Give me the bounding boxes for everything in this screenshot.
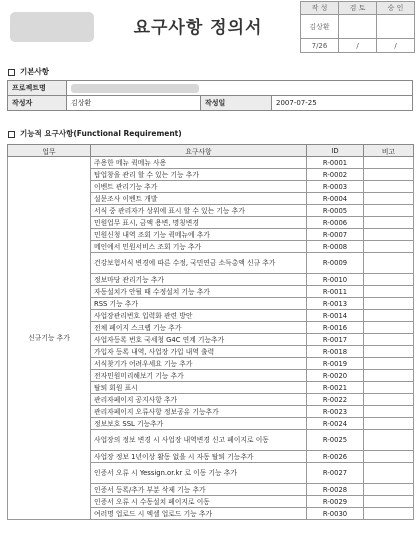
approval-date-approve: / <box>377 39 415 53</box>
square-bullet-icon <box>8 69 15 76</box>
approval-header-review: 검 토 <box>339 2 377 15</box>
requirement-text: 서식찾기가 어려우세요 기능 추가 <box>91 358 307 370</box>
requirement-id: R-0024 <box>307 418 364 430</box>
requirement-note <box>364 334 414 346</box>
basic-section-heading <box>8 66 49 77</box>
requirement-text: 이벤트 관리기능 추가 <box>91 181 307 193</box>
date-value: 2007-07-25 <box>272 96 413 111</box>
requirement-note <box>364 298 414 310</box>
requirement-text: 전자민원미리해보기 기능 추가 <box>91 370 307 382</box>
approval-header-approve: 승 인 <box>377 2 415 15</box>
requirement-note <box>364 193 414 205</box>
requirement-text: 사업장의 정보 변경 시 사업장 내역변경 신고 페이지로 이동 <box>91 430 307 451</box>
requirement-id: R-0021 <box>307 382 364 394</box>
col-header-task: 업무 <box>8 145 91 157</box>
approval-signature-review <box>339 15 377 39</box>
requirement-text: 인증서 오류 시 Yessign.or.kr 로 이동 기능 추가 <box>91 463 307 484</box>
requirement-id: R-0011 <box>307 286 364 298</box>
approval-header-write: 작 성 <box>301 2 339 15</box>
requirement-id: R-0001 <box>307 157 364 169</box>
requirement-id: R-0025 <box>307 430 364 451</box>
requirement-id: R-0008 <box>307 241 364 253</box>
date-label: 작성일 <box>201 96 272 111</box>
requirements-table <box>7 144 414 520</box>
requirement-note <box>364 157 414 169</box>
requirement-note <box>364 358 414 370</box>
requirement-note <box>364 322 414 334</box>
requirement-id: R-0028 <box>307 484 364 496</box>
requirement-id: R-0007 <box>307 229 364 241</box>
approval-table <box>300 1 415 53</box>
requirement-note <box>364 496 414 508</box>
requirement-text: 관리자페이지 오류사항 정보공유 기능추가 <box>91 406 307 418</box>
requirement-note <box>364 217 414 229</box>
requirement-id: R-0026 <box>307 451 364 463</box>
requirement-text: 사업장관리번호 입력화 관련 방안 <box>91 310 307 322</box>
requirements-table-body <box>8 157 414 520</box>
requirement-note <box>364 241 414 253</box>
requirement-text: 주용한 메뉴 퀵메뉴 사용 <box>91 157 307 169</box>
requirement-text: 건강보험서식 변경에 따른 수정, 국민연금 소득총액 신규 추가 <box>91 253 307 274</box>
redacted-project-name <box>71 84 199 93</box>
requirement-text: 가입자 등록 내역, 사업장 가입 내역 출력 <box>91 346 307 358</box>
col-header-requirement: 요구사항 <box>91 145 307 157</box>
requirement-note <box>364 274 414 286</box>
approval-signature-approve <box>377 15 415 39</box>
requirement-id: R-0019 <box>307 358 364 370</box>
requirement-text: 인증서 등록/추가 부분 삭제 기능 추가 <box>91 484 307 496</box>
requirement-note <box>364 253 414 274</box>
requirement-text: 탑업창을 관리 할 수 있는 기능 추가 <box>91 169 307 181</box>
requirement-id: R-0017 <box>307 334 364 346</box>
requirement-text: RSS 기능 추가 <box>91 298 307 310</box>
table-row <box>8 157 414 169</box>
author-label: 작성자 <box>8 96 67 111</box>
square-bullet-icon <box>8 131 15 138</box>
requirement-note <box>364 229 414 241</box>
requirements-section-heading <box>8 128 182 139</box>
requirement-id: R-0004 <box>307 193 364 205</box>
requirement-note <box>364 406 414 418</box>
requirement-id: R-0002 <box>307 169 364 181</box>
requirement-note <box>364 169 414 181</box>
requirement-note <box>364 286 414 298</box>
requirement-note <box>364 310 414 322</box>
requirement-text: 설문조사 이벤트 개발 <box>91 193 307 205</box>
requirement-id: R-0023 <box>307 406 364 418</box>
requirement-id: R-0020 <box>307 370 364 382</box>
project-name-value <box>67 81 413 96</box>
requirement-text: 여러명 업로드 시 엑셀 업로드 기능 추가 <box>91 508 307 520</box>
requirements-section-heading-text: 기능적 요구사항(Functional Requirement) <box>20 129 182 138</box>
requirement-text: 탈퇴 회원 표시 <box>91 382 307 394</box>
approval-signature-write: 김상환 <box>301 15 339 39</box>
basic-section-heading-text: 기본사항 <box>20 67 49 76</box>
requirement-note <box>364 508 414 520</box>
requirement-note <box>364 463 414 484</box>
requirement-id: R-0027 <box>307 463 364 484</box>
requirement-note <box>364 430 414 451</box>
requirement-text: 정보보호 SSL 기능추가 <box>91 418 307 430</box>
requirement-note <box>364 418 414 430</box>
requirement-text: 전체 페이지 스크랩 기능 추가 <box>91 322 307 334</box>
col-header-note: 비고 <box>364 145 414 157</box>
requirement-text: 인증서 오류 시 수동설치 페이지로 이동 <box>91 496 307 508</box>
requirement-note <box>364 382 414 394</box>
requirement-text: 서식 중 관리자가 상위에 표시 할 수 있는 기능 추가 <box>91 205 307 217</box>
requirement-id: R-0018 <box>307 346 364 358</box>
requirement-id: R-0022 <box>307 394 364 406</box>
requirement-id: R-0029 <box>307 496 364 508</box>
requirement-id: R-0014 <box>307 310 364 322</box>
project-name-label: 프로젝트명 <box>8 81 67 96</box>
requirement-text: 사업자등록 번호 국세청 G4C 연계 기능추가 <box>91 334 307 346</box>
approval-date-review: / <box>339 39 377 53</box>
basic-info-table <box>7 80 413 111</box>
requirement-id: R-0013 <box>307 298 364 310</box>
document-title: 요구사항 정의서 <box>133 18 263 38</box>
requirement-id: R-0005 <box>307 205 364 217</box>
requirement-text: 메인에서 민원서비스 조회 기능 추가 <box>91 241 307 253</box>
requirement-id: R-0010 <box>307 274 364 286</box>
requirement-id: R-0030 <box>307 508 364 520</box>
requirement-note <box>364 370 414 382</box>
requirement-text: 정보마당 관리기능 추가 <box>91 274 307 286</box>
requirement-id: R-0006 <box>307 217 364 229</box>
requirement-note <box>364 484 414 496</box>
requirement-id: R-0009 <box>307 253 364 274</box>
requirement-note <box>364 394 414 406</box>
requirement-text: 민원신청 내역 조회 기능 퀵메뉴에 추가 <box>91 229 307 241</box>
requirement-note <box>364 451 414 463</box>
requirement-text: 관리자페이지 공지사항 추가 <box>91 394 307 406</box>
requirement-note <box>364 181 414 193</box>
requirement-note <box>364 346 414 358</box>
requirement-note <box>364 205 414 217</box>
requirement-text: 민원업무 표시, 금액 용변, 명칭변경 <box>91 217 307 229</box>
requirement-text: 자동설치가 안될 때 수정설치 기능 추가 <box>91 286 307 298</box>
col-header-id: ID <box>307 145 364 157</box>
approval-date-write: 7/26 <box>301 39 339 53</box>
category-cell: 신규기능 추가 <box>8 157 91 520</box>
requirement-id: R-0003 <box>307 181 364 193</box>
requirement-id: R-0016 <box>307 322 364 334</box>
requirement-text: 사업장 정보 1년이상 활동 없을 시 자동 탈퇴 기능추가 <box>91 451 307 463</box>
company-logo-placeholder <box>10 12 94 42</box>
author-value: 김상환 <box>67 96 201 111</box>
